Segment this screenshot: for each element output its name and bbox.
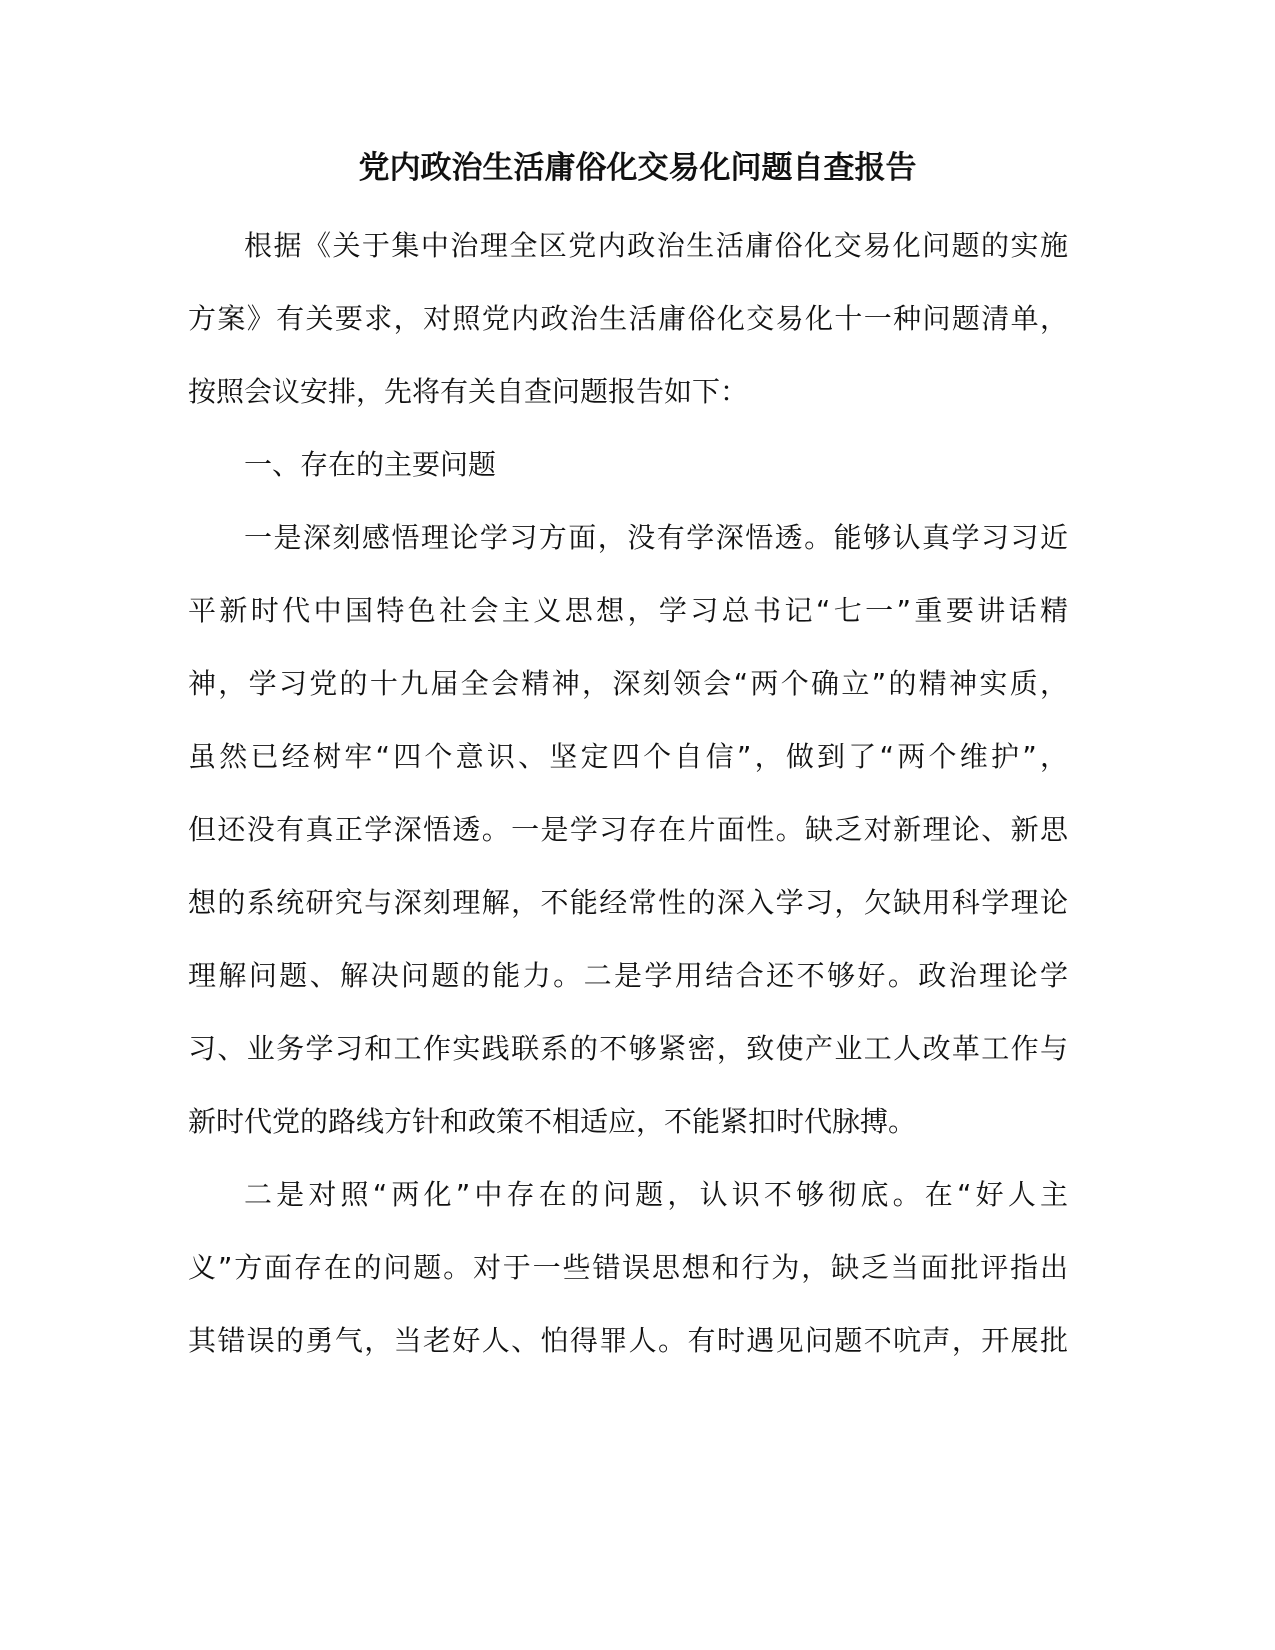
paragraph-line: 二是对照“两化”中存在的问题，认识不够彻底。在“好人主 xyxy=(244,1178,1068,1211)
paragraph-line: 平新时代中国特色社会主义思想，学习总书记“七一”重要讲话精 xyxy=(188,594,1068,627)
paragraph-line: 理解问题、解决问题的能力。二是学用结合还不够好。政治理论学 xyxy=(188,959,1068,992)
section-heading: 一、存在的主要问题 xyxy=(244,448,497,481)
paragraph-line: 方案》有关要求，对照党内政治生活庸俗化交易化十一种问题清单， xyxy=(188,302,1068,335)
paragraph-line: 习、业务学习和工作实践联系的不够紧密，致使产业工人改革工作与 xyxy=(188,1032,1068,1065)
document-title: 党内政治生活庸俗化交易化问题自查报告 xyxy=(358,150,917,186)
paragraph-line: 新时代党的路线方针和政策不相适应，不能紧扣时代脉搏。 xyxy=(188,1105,917,1138)
paragraph-line: 神，学习党的十九届全会精神，深刻领会“两个确立”的精神实质， xyxy=(188,667,1068,700)
paragraph-line: 义”方面存在的问题。对于一些错误思想和行为，缺乏当面批评指出 xyxy=(188,1251,1068,1284)
paragraph-line: 其错误的勇气，当老好人、怕得罪人。有时遇见问题不吭声，开展批 xyxy=(188,1324,1068,1357)
paragraph-line: 一是深刻感悟理论学习方面，没有学深悟透。能够认真学习习近 xyxy=(244,521,1068,554)
paragraph-line: 根据《关于集中治理全区党内政治生活庸俗化交易化问题的实施 xyxy=(244,229,1068,262)
paragraph-line: 想的系统研究与深刻理解，不能经常性的深入学习，欠缺用科学理论 xyxy=(188,886,1068,919)
paragraph-line: 但还没有真正学深悟透。一是学习存在片面性。缺乏对新理论、新思 xyxy=(188,813,1068,846)
paragraph-line: 按照会议安排，先将有关自查问题报告如下： xyxy=(188,375,749,408)
paragraph-line: 虽然已经树牢“四个意识、坚定四个自信”，做到了“两个维护”， xyxy=(188,740,1068,773)
